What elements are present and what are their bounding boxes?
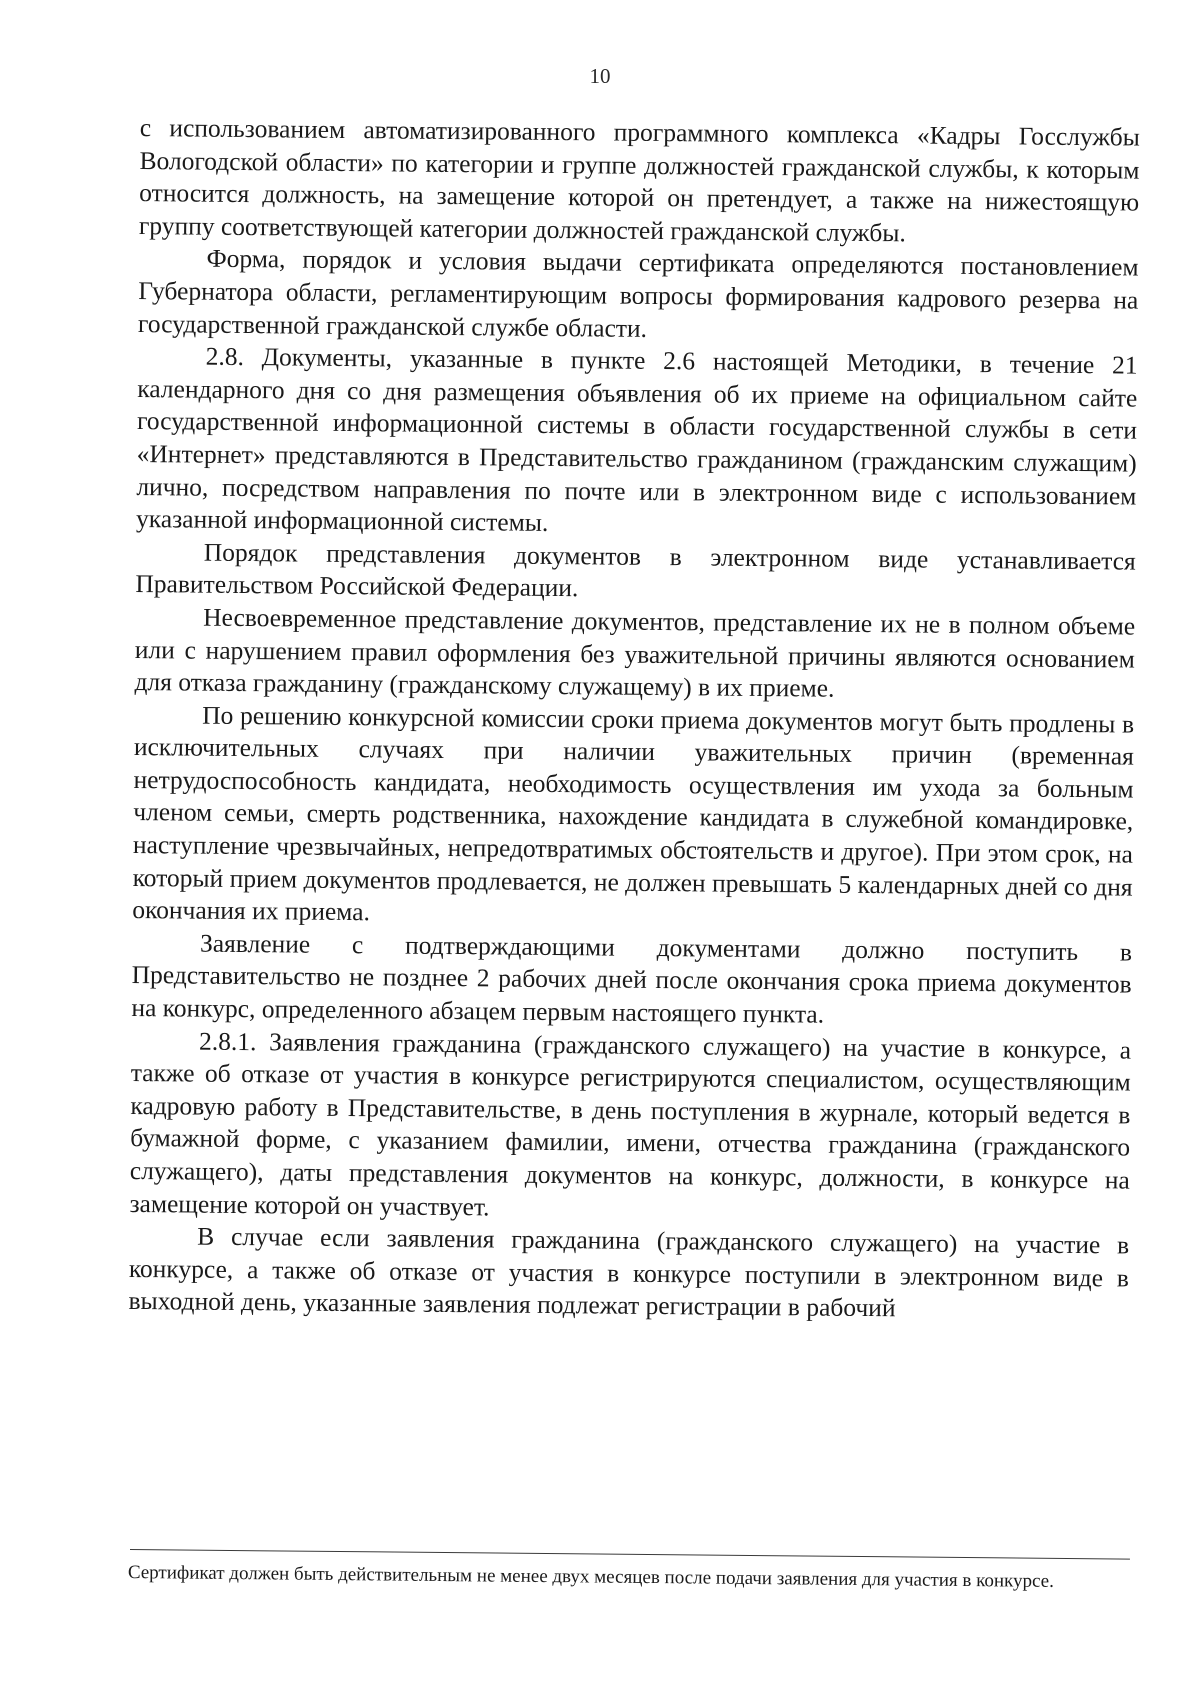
paragraph-8: 2.8.1. Заявления гражданина (гражданского служащего) на участие в конкурсе, а также об отказе от участия в конкурсе регистрируются специалистом, осуществляющим кадровую работу в Представительстве, в день поступления в журнале, который ведется в бумажной форме, с указанием фамилии, имени, отчества гражданина (гражданского служащего), даты представления документов на конкурс, должности, в конкурсе на замещение которой он участвует. [129,1026,1132,1221]
paragraph-7: Заявление с подтверждающими документами должно поступить в Представительство не позднее 2 рабочих дней после окончания срока приема документов на конкурс, определенного абзацем первым настоящего пункта. [131,928,1133,1029]
body-text [128,112,1140,1328]
paragraph-9: В случае если заявления гражданина (гражданского служащего) на участие в конкурсе, а также об отказе от участия в конкурсе поступили в электронном виде в выходной день, указанные заявления подлежат регистрации в рабочий [128,1221,1130,1323]
footnote [128,1560,1128,1595]
paragraph-5: Несвоевременное представление документов, представление их не в полном объеме или с нарушением правил оформления без уважительной причины являются основанием для отказа гражданину (гражданскому служащему) в их приеме. [134,602,1136,703]
footnote-divider [130,1549,1130,1560]
paragraph-6: По решению конкурсной комиссии сроки приема документов могут быть продлены в исключительных случаях при наличии уважительных причин (временная нетрудоспособность кандидата, необходимость осуществления им ухода за больным членом семьи, смерть родственника, нахождение кандидата в служебной командировке, наступление чрезвычайных, непредотвратимых обстоятельств и другое). При этом срок, на который прием документов продлевается, не должен превышать 5 календарных дней со дня окончания их приема. [132,700,1135,927]
paragraph-2: Форма, порядок и условия выдачи сертификата определяются постановлением Губернатора области, регламентирующим вопросы формирования кадрового резерва на государственной гражданской службе области. [137,244,1139,343]
footnote-text: Сертификат должен быть действительным не менее двух месяцев после подачи заявления для участия в конкурсе. [127,1561,1054,1592]
page-number: 10 [589,64,611,88]
paragraph-4: Порядок представления документов в электронном виде устанавливается Правительством Российской Федерации. [135,537,1136,603]
paragraph-3: 2.8. Документы, указанные в пункте 2.6 настоящей Методики, в течение 21 календарного дня со дня размещения объявления об их приеме на официальном сайте государственной информационной системы в области государственной службы в сети «Интернет» представляются в Представительство гражданином (гражданским служащим) лично, посредством направления по почте или в электронном виде с использованием указанной информационной системы. [135,341,1138,538]
paragraph-1: с использованием автоматизированного программного комплекса «Кадры Госслужбы Вологодской области» по категории и группе должностей гражданской службы, к которым относится должность, на замещение которой он претендует, а также на нижестоящую группу соответствующей категории должностей гражданской службы. [138,112,1140,248]
